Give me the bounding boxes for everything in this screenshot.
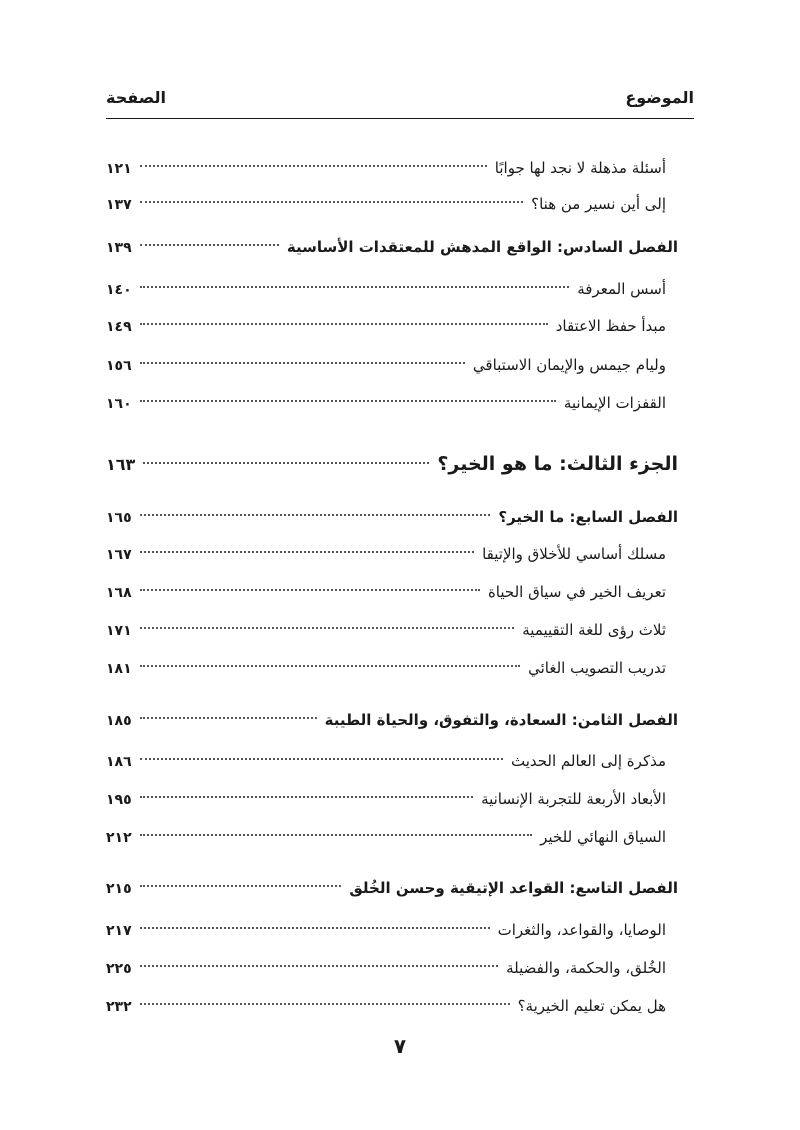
toc-entry-page: ٢٢٥ [106,961,132,977]
dot-leader [140,885,342,887]
toc-entry[interactable] [106,312,678,340]
toc-entry-title: هل يمكن تعليم الخيرية؟ [517,997,666,1015]
dot-leader [140,362,465,364]
dot-leader [140,834,533,836]
dot-leader [140,551,474,553]
toc-entry-title: مذكرة إلى العالم الحديث [510,752,666,770]
toc-entry[interactable] [106,992,678,1020]
toc-chapter[interactable] [106,874,678,902]
toc-entry-page: ١٨٦ [106,754,132,770]
dot-leader [140,201,524,203]
toc-chapter-page: ٢١٥ [106,881,132,897]
toc-entry-page: ١٦٨ [106,585,132,601]
toc-entry-page: ١٤٩ [106,319,132,335]
toc-entry-page: ١٥٦ [106,358,132,374]
toc-entry[interactable] [106,654,678,682]
toc-entry-title: الوصايا، والقواعد، والثغرات [497,921,666,939]
toc-entry[interactable] [106,389,678,417]
toc-entry[interactable] [106,578,678,606]
toc-entry-title: الأبعاد الأربعة للتجربة الإنسانية [481,790,666,808]
toc-chapter-page: ١٨٥ [106,713,132,729]
toc-entry[interactable] [106,747,678,775]
dot-leader [140,400,556,402]
dot-leader [140,627,515,629]
toc-chapter-title: الفصل الثامن: السعادة، والتفوق، والحياة الطيبة [324,711,678,729]
dot-leader [140,758,503,760]
toc-entry[interactable] [106,916,678,944]
toc-entry-title: مبدأ حفظ الاعتقاد [555,317,666,335]
toc-entry-title: القفزات الإيمانية [563,394,666,412]
dot-leader [140,965,498,967]
toc-entry-page: ٢٣٢ [106,999,132,1015]
toc-chapter[interactable] [106,503,678,531]
dot-leader [140,323,548,325]
toc-entry-page: ٢١٢ [106,830,132,846]
header-divider [106,118,694,119]
toc-entry-title: تعريف الخير في سياق الحياة [487,583,666,601]
toc-entry-page: ١٧١ [106,623,132,639]
toc-chapter[interactable] [106,706,678,734]
toc-entry[interactable] [106,190,678,218]
dot-leader [140,927,490,929]
dot-leader [140,286,570,288]
toc-chapter-page: ١٦٥ [106,510,132,526]
dot-leader [140,589,480,591]
page-number: ٧ [393,1034,407,1058]
toc-entry-page: ١٣٧ [106,197,132,213]
toc-entry[interactable] [106,351,678,379]
dot-leader [140,796,473,798]
toc-entry[interactable] [106,154,678,182]
toc-entry-title: أسس المعرفة [577,280,666,298]
dot-leader [140,665,520,667]
toc-header [106,88,694,108]
dot-leader [140,514,491,516]
toc-entry-page: ١٨١ [106,661,132,677]
toc-entry-page: ١٦٠ [106,396,132,412]
toc-chapter-title: الفصل السابع: ما الخير؟ [498,508,678,526]
toc-entry-title: الخُلق، والحكمة، والفضيلة [506,959,666,977]
toc-entry-page: ٢١٧ [106,923,132,939]
toc-entry-page: ١٦٧ [106,547,132,563]
toc-entry-page: ١٤٠ [106,282,132,298]
toc-part[interactable] [106,447,678,481]
toc-entry-page: ١٢١ [106,161,132,177]
toc-part-page: ١٦٣ [106,455,136,474]
toc-chapter-title: الفصل التاسع: القواعد الإتيقية وحسن الخُلق [349,879,678,897]
dot-leader [140,717,317,719]
toc-chapter-title: الفصل السادس: الواقع المدهش للمعتقدات الأساسية [286,238,678,256]
toc-chapter-page: ١٣٩ [106,240,132,256]
toc-entry-title: مسلك أساسي للأخلاق والإتيقا [482,545,666,563]
toc-entry[interactable] [106,275,678,303]
toc-entry[interactable] [106,954,678,982]
dot-leader [140,244,279,246]
toc-entry-title: وليام جيمس والإيمان الاستباقي [472,356,666,374]
toc-entry-title: أسئلة مذهلة لا نجد لها جوابًا [494,159,666,177]
toc-entry-title: تدريب التصويب الغائي [528,659,666,677]
dot-leader [140,165,487,167]
toc-entry[interactable] [106,823,678,851]
toc-entry[interactable] [106,785,678,813]
toc-entry-title: إلى أين نسير من هنا؟ [531,195,666,213]
page-column-label: الصفحة [106,88,167,107]
toc-entry-title: السياق النهائي للخير [540,828,666,846]
dot-leader [140,1003,510,1005]
dot-leader [143,462,429,464]
toc-entry-title: ثلاث رؤى للغة التقييمية [522,621,666,639]
topic-column-label: الموضوع [625,88,694,107]
toc-entry[interactable] [106,616,678,644]
toc-chapter[interactable] [106,233,678,261]
toc-part-title: الجزء الثالث: ما هو الخير؟ [437,453,678,475]
toc-entry[interactable] [106,540,678,568]
toc-entry-page: ١٩٥ [106,792,132,808]
